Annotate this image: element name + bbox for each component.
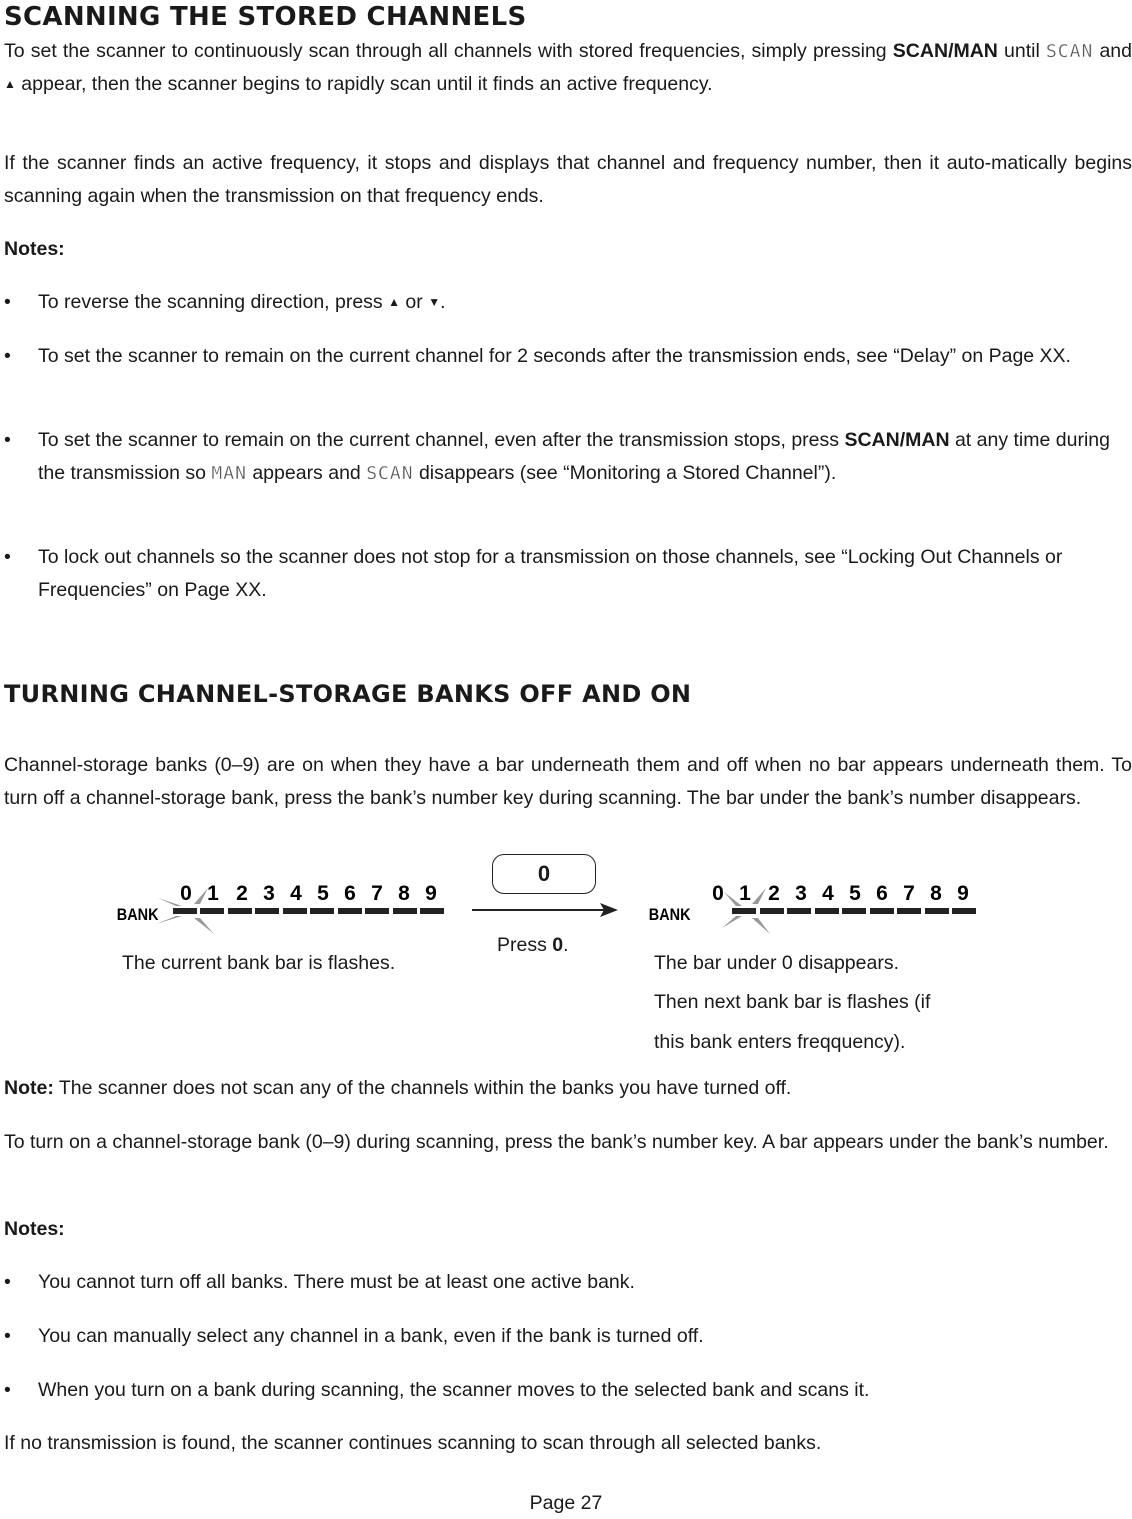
caption-after-line-2: Then next bank bar is flashes (if	[654, 991, 931, 1013]
list-item	[4, 340, 1132, 373]
page-number: Page 27	[529, 1492, 603, 1514]
list-item	[4, 286, 1132, 321]
bank-digits-before	[180, 882, 437, 905]
caption-after-line-1: The bar under 0 disappears.	[654, 952, 899, 974]
notes-label: Notes:	[4, 238, 65, 260]
bank-bar	[255, 908, 279, 914]
bank-digit: 5	[849, 882, 861, 905]
bank-bar	[732, 908, 756, 914]
bank-bar	[925, 908, 949, 914]
bank-digit: 9	[425, 882, 437, 905]
bank-digit: 4	[822, 882, 834, 905]
list-item	[4, 1374, 1132, 1407]
bullet-text: When you turn on a bank during scanning, the scanner moves to the selected bank and scans it.	[38, 1379, 870, 1401]
bank-bar	[200, 908, 224, 914]
bullet-text: To set the scanner to remain on the current channel, even after the transmission stops, press SCAN/MAN at any time during the transmission so MAN appears and SCAN disappears (see “Monitoring a Stored Channel”).	[38, 429, 1110, 484]
bank-label: BANK	[648, 905, 691, 925]
bank-digit: 3	[795, 882, 807, 905]
bank-digit: 3	[263, 882, 275, 905]
bank-label: BANK	[116, 905, 159, 925]
bank-digit: 8	[930, 882, 942, 905]
caption-after-line-3: this bank enters freqquency).	[654, 1031, 906, 1053]
bank-digit: 7	[903, 882, 915, 905]
bank-bar	[787, 908, 811, 914]
bank-digit: 5	[317, 882, 329, 905]
paragraph-scan-intro: To set the scanner to continuously scan through all channels with stored frequencies, simply pressing SCAN/MAN until SCAN and ▲ appear, then the scanner begins to rapidly scan until it finds an active frequency.	[4, 40, 1132, 95]
bank-digit: 8	[398, 882, 410, 905]
bank-digit: 7	[371, 882, 383, 905]
bank-bar	[338, 908, 362, 914]
bank-bar	[310, 908, 334, 914]
paragraph-turn-on-bank: To turn on a channel-storage bank (0–9) during scanning, press the bank’s number key. A bar appears under the bank’s number.	[4, 1131, 1109, 1153]
bank-bar	[760, 908, 784, 914]
bank-digit: 6	[876, 882, 888, 905]
bank-bar	[897, 908, 921, 914]
list-item	[4, 541, 1132, 607]
bank-bar	[173, 908, 197, 914]
bank-digit: 2	[768, 882, 780, 905]
key-0-button: 0	[492, 854, 596, 894]
list-item	[4, 1320, 1132, 1353]
bank-bar	[283, 908, 307, 914]
bullet-text: You cannot turn off all banks. There must be at least one active bank.	[38, 1271, 635, 1293]
caption-before: The current bank bar is flashes.	[122, 952, 396, 974]
bank-digit: 1	[739, 882, 751, 905]
bank-digit: 2	[236, 882, 248, 905]
bank-bar	[952, 908, 976, 914]
down-arrow-icon: ▼	[428, 295, 441, 309]
note-banks-off: Note: The scanner does not scan any of the channels within the banks you have turned off.	[4, 1077, 792, 1099]
bullet-text: You can manually select any channel in a bank, even if the bank is turned off.	[38, 1325, 704, 1347]
bullet-icon: •	[4, 429, 11, 451]
bank-bars-after	[732, 908, 976, 914]
bank-bars-before	[173, 908, 444, 914]
bank-bar	[842, 908, 866, 914]
bullet-icon: •	[4, 1325, 11, 1347]
bullet-text: To reverse the scanning direction, press ▲ or ▼.	[38, 291, 446, 313]
bank-bar	[870, 908, 894, 914]
paragraph-active-frequency: If the scanner finds an active frequency, it stops and displays that channel and frequency number, then it auto-matically begins scanning again when the transmission on that frequency ends.	[4, 152, 1132, 207]
bullet-icon: •	[4, 291, 11, 313]
bullet-icon: •	[4, 546, 11, 568]
lcd-man-indicator: MAN	[211, 463, 247, 484]
bullet-icon: •	[4, 345, 11, 367]
bank-bar	[815, 908, 839, 914]
bank-digit: 4	[290, 882, 302, 905]
bank-digit: 0	[180, 882, 192, 905]
section-heading-scanning: SCANNING THE STORED CHANNELS	[4, 2, 527, 32]
bullet-text: To set the scanner to remain on the current channel for 2 seconds after the transmission ends, see “Delay” on Page XX.	[38, 345, 1071, 367]
lcd-scan-indicator: SCAN	[1045, 41, 1094, 62]
notes-label-2: Notes:	[4, 1218, 65, 1240]
bullet-text: To lock out channels so the scanner does not stop for a transmission on those channels, see “Locking Out Channels or Frequencies” on Page XX.	[38, 546, 1063, 601]
list-item	[4, 424, 1132, 490]
bank-digit: 0	[712, 882, 724, 905]
bank-bar	[228, 908, 252, 914]
up-arrow-icon: ▲	[388, 295, 400, 309]
bullet-icon: •	[4, 1271, 11, 1293]
list-item	[4, 1266, 1132, 1299]
bank-display-before	[110, 876, 450, 938]
paragraph-no-transmission: If no transmission is found, the scanner continues scanning to scan through all selected banks.	[4, 1432, 822, 1454]
paragraph-banks-intro: Channel-storage banks (0–9) are on when they have a bar underneath them and off when no bar appears underneath them. To turn off a channel-storage bank, press the bank’s number key during scanning. The bar under the bank’s number disappears.	[4, 754, 1132, 809]
bank-digit: 6	[344, 882, 356, 905]
section-heading-banks: TURNING CHANNEL-STORAGE BANKS OFF AND ON	[4, 680, 692, 708]
lcd-scan-indicator: SCAN	[366, 463, 414, 484]
bank-digit: 9	[957, 882, 969, 905]
arrow-right-icon	[470, 898, 620, 922]
bullet-icon: •	[4, 1379, 11, 1401]
up-arrow-icon: ▲	[4, 77, 16, 91]
bank-bar	[393, 908, 417, 914]
bank-digit: 1	[207, 882, 219, 905]
bank-display-after	[642, 876, 982, 938]
bank-bar	[420, 908, 444, 914]
press-instruction: Press 0.	[497, 934, 569, 956]
bank-bar	[365, 908, 389, 914]
